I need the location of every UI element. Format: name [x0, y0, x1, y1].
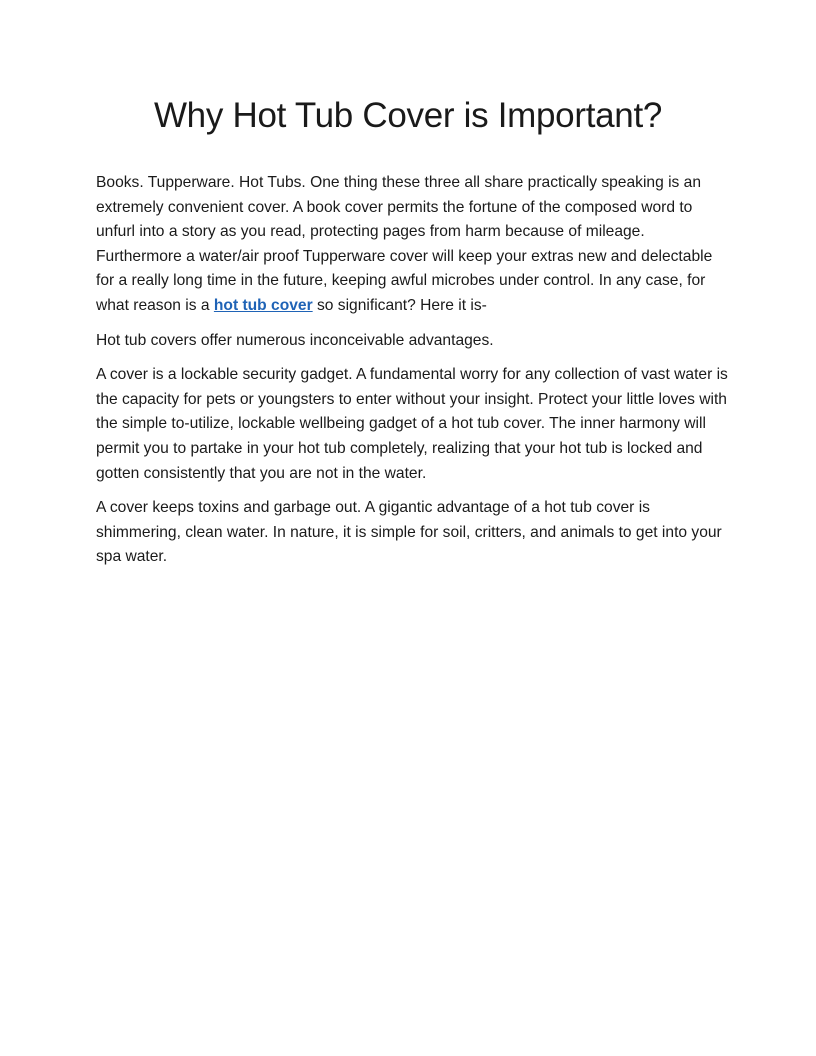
- paragraph-security: A cover is a lockable security gadget. A fundamental worry for any collection of vast water is the capacity for pets or youngsters to enter without your insight. Protect your little loves with the simple to-utilize, lockable wellbeing gadget of a hot tub cover. The inner harmony will permit you to partake in your hot tub completely, realizing that your hot tub is locked and gotten consistently that you are not in the water.: [96, 366, 728, 482]
- paragraph-intro-text-end: so significant? Here it is-: [312, 296, 487, 314]
- paragraph-intro: [96, 171, 728, 319]
- document-body: [96, 171, 728, 580]
- hot-tub-cover-link[interactable]: hot tub cover: [213, 296, 313, 314]
- page-title: Why Hot Tub Cover is Important?: [153, 96, 663, 135]
- paragraph-advantages: Hot tub covers offer numerous inconceivable advantages.: [96, 331, 494, 349]
- paragraph-intro-text-start: Books. Tupperware. Hot Tubs. One thing these three all share practically speaking is an extremely convenient cover. A book cover permits the fortune of the composed word to unfurl into a story as you read, protecting pages from harm because of mileage. Furthermore a water/air proof Tupperware cover will keep your extras new and delectable for a really long time in the future, keeping awful microbes under control. In any case, for what reason is a: [96, 174, 713, 314]
- paragraph-toxins: A cover keeps toxins and garbage out. A gigantic advantage of a hot tub cover is shimmering, clean water. In nature, it is simple for soil, critters, and animals to get into your spa water.: [96, 499, 722, 566]
